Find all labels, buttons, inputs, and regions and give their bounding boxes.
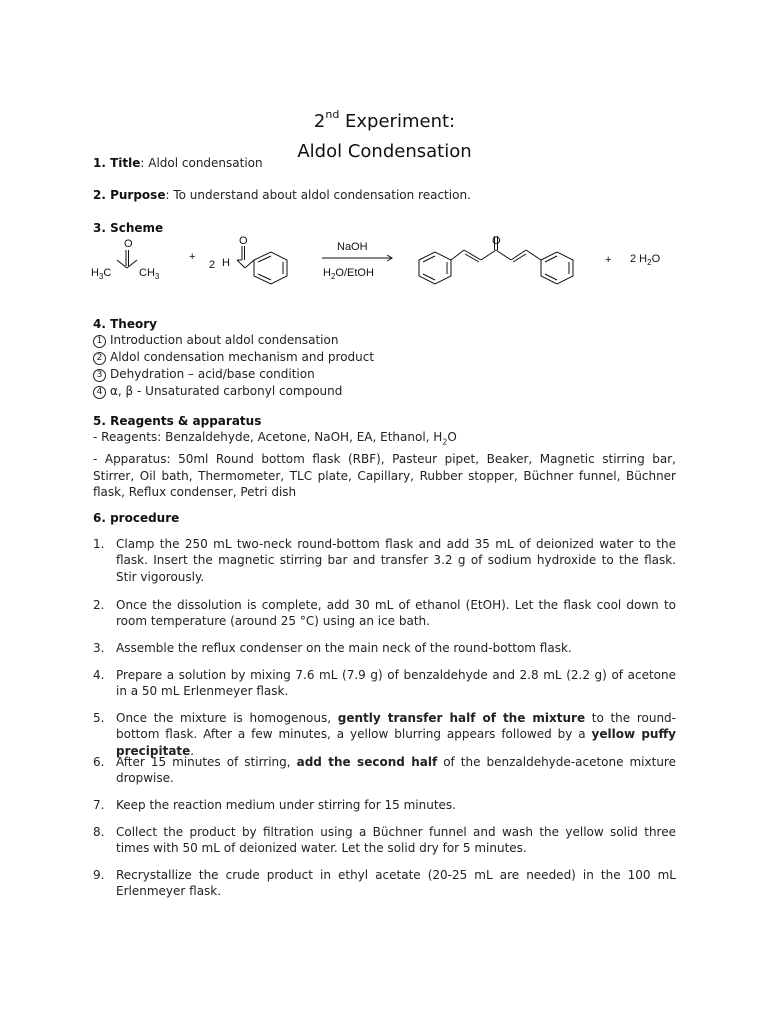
section-purpose (93, 187, 676, 203)
apparatus-list: - Apparatus: 50ml Round bottom flask (RBF), Pasteur pipet, Beaker, Magnetic stirring bar, Stirrer, Oil bath, Thermometer, TLC plate, Capillary, Rubber stopper, Büchner funnel, Büchner flask, Reflux condenser, Petri dish (93, 452, 676, 500)
reaction-scheme (89, 232, 679, 290)
section-theory (93, 316, 676, 400)
acetone-oxygen: O (124, 238, 133, 250)
water-byproduct: 2 $H_2O$ (630, 253, 661, 267)
title-experiment: Experiment: (339, 111, 456, 132)
title-superscript: nd (325, 108, 340, 121)
benzaldehyde-oxygen: O (239, 235, 248, 247)
section-title-label: 1. Title (93, 156, 141, 170)
benzaldehyde-coefficient: 2 (209, 259, 216, 271)
section-procedure (93, 510, 676, 526)
reagents-list: - Reagents: Benzaldehyde, Acetone, NaOH, EA, Ethanol, $H_2O$ (93, 430, 457, 447)
theory-item: 4 α, β - Unsaturated carbonyl compound (93, 383, 676, 400)
plus-sign-1: + (189, 251, 196, 263)
title-number: 2 (313, 111, 326, 132)
section-title-text: : Aldol condensation (140, 156, 263, 170)
section-theory-label: 4. Theory (93, 317, 157, 331)
product-oxygen: O (492, 235, 501, 247)
plus-sign-2: + (605, 254, 612, 266)
section-purpose-label: 2. Purpose (93, 188, 166, 202)
title-line-1 (93, 102, 676, 137)
reagent-naoh: NaOH (337, 241, 368, 253)
acetone-h3c: $H_3C$ (91, 267, 112, 281)
benzaldehyde-h: H (222, 257, 230, 269)
section-title (93, 155, 676, 171)
section-reagents (93, 413, 676, 500)
section-reagents-label: 5. Reagents & apparatus (93, 414, 262, 428)
solvent-label: $H_2O$/EtOH (323, 267, 374, 281)
theory-item: 1 Introduction about aldol condensation (93, 332, 676, 349)
theory-item: 3 Dehydration – acid/base condition (93, 366, 676, 383)
section-purpose-text: : To understand about aldol condensation reaction. (165, 188, 471, 202)
theory-item: 2 Aldol condensation mechanism and product (93, 349, 676, 366)
acetone-ch3: $CH_3$ (139, 267, 160, 281)
title-line-2: Aldol Condensation (297, 141, 472, 162)
section-scheme-label: 3. Scheme (93, 221, 164, 235)
section-procedure-label: 6. procedure (93, 511, 180, 525)
